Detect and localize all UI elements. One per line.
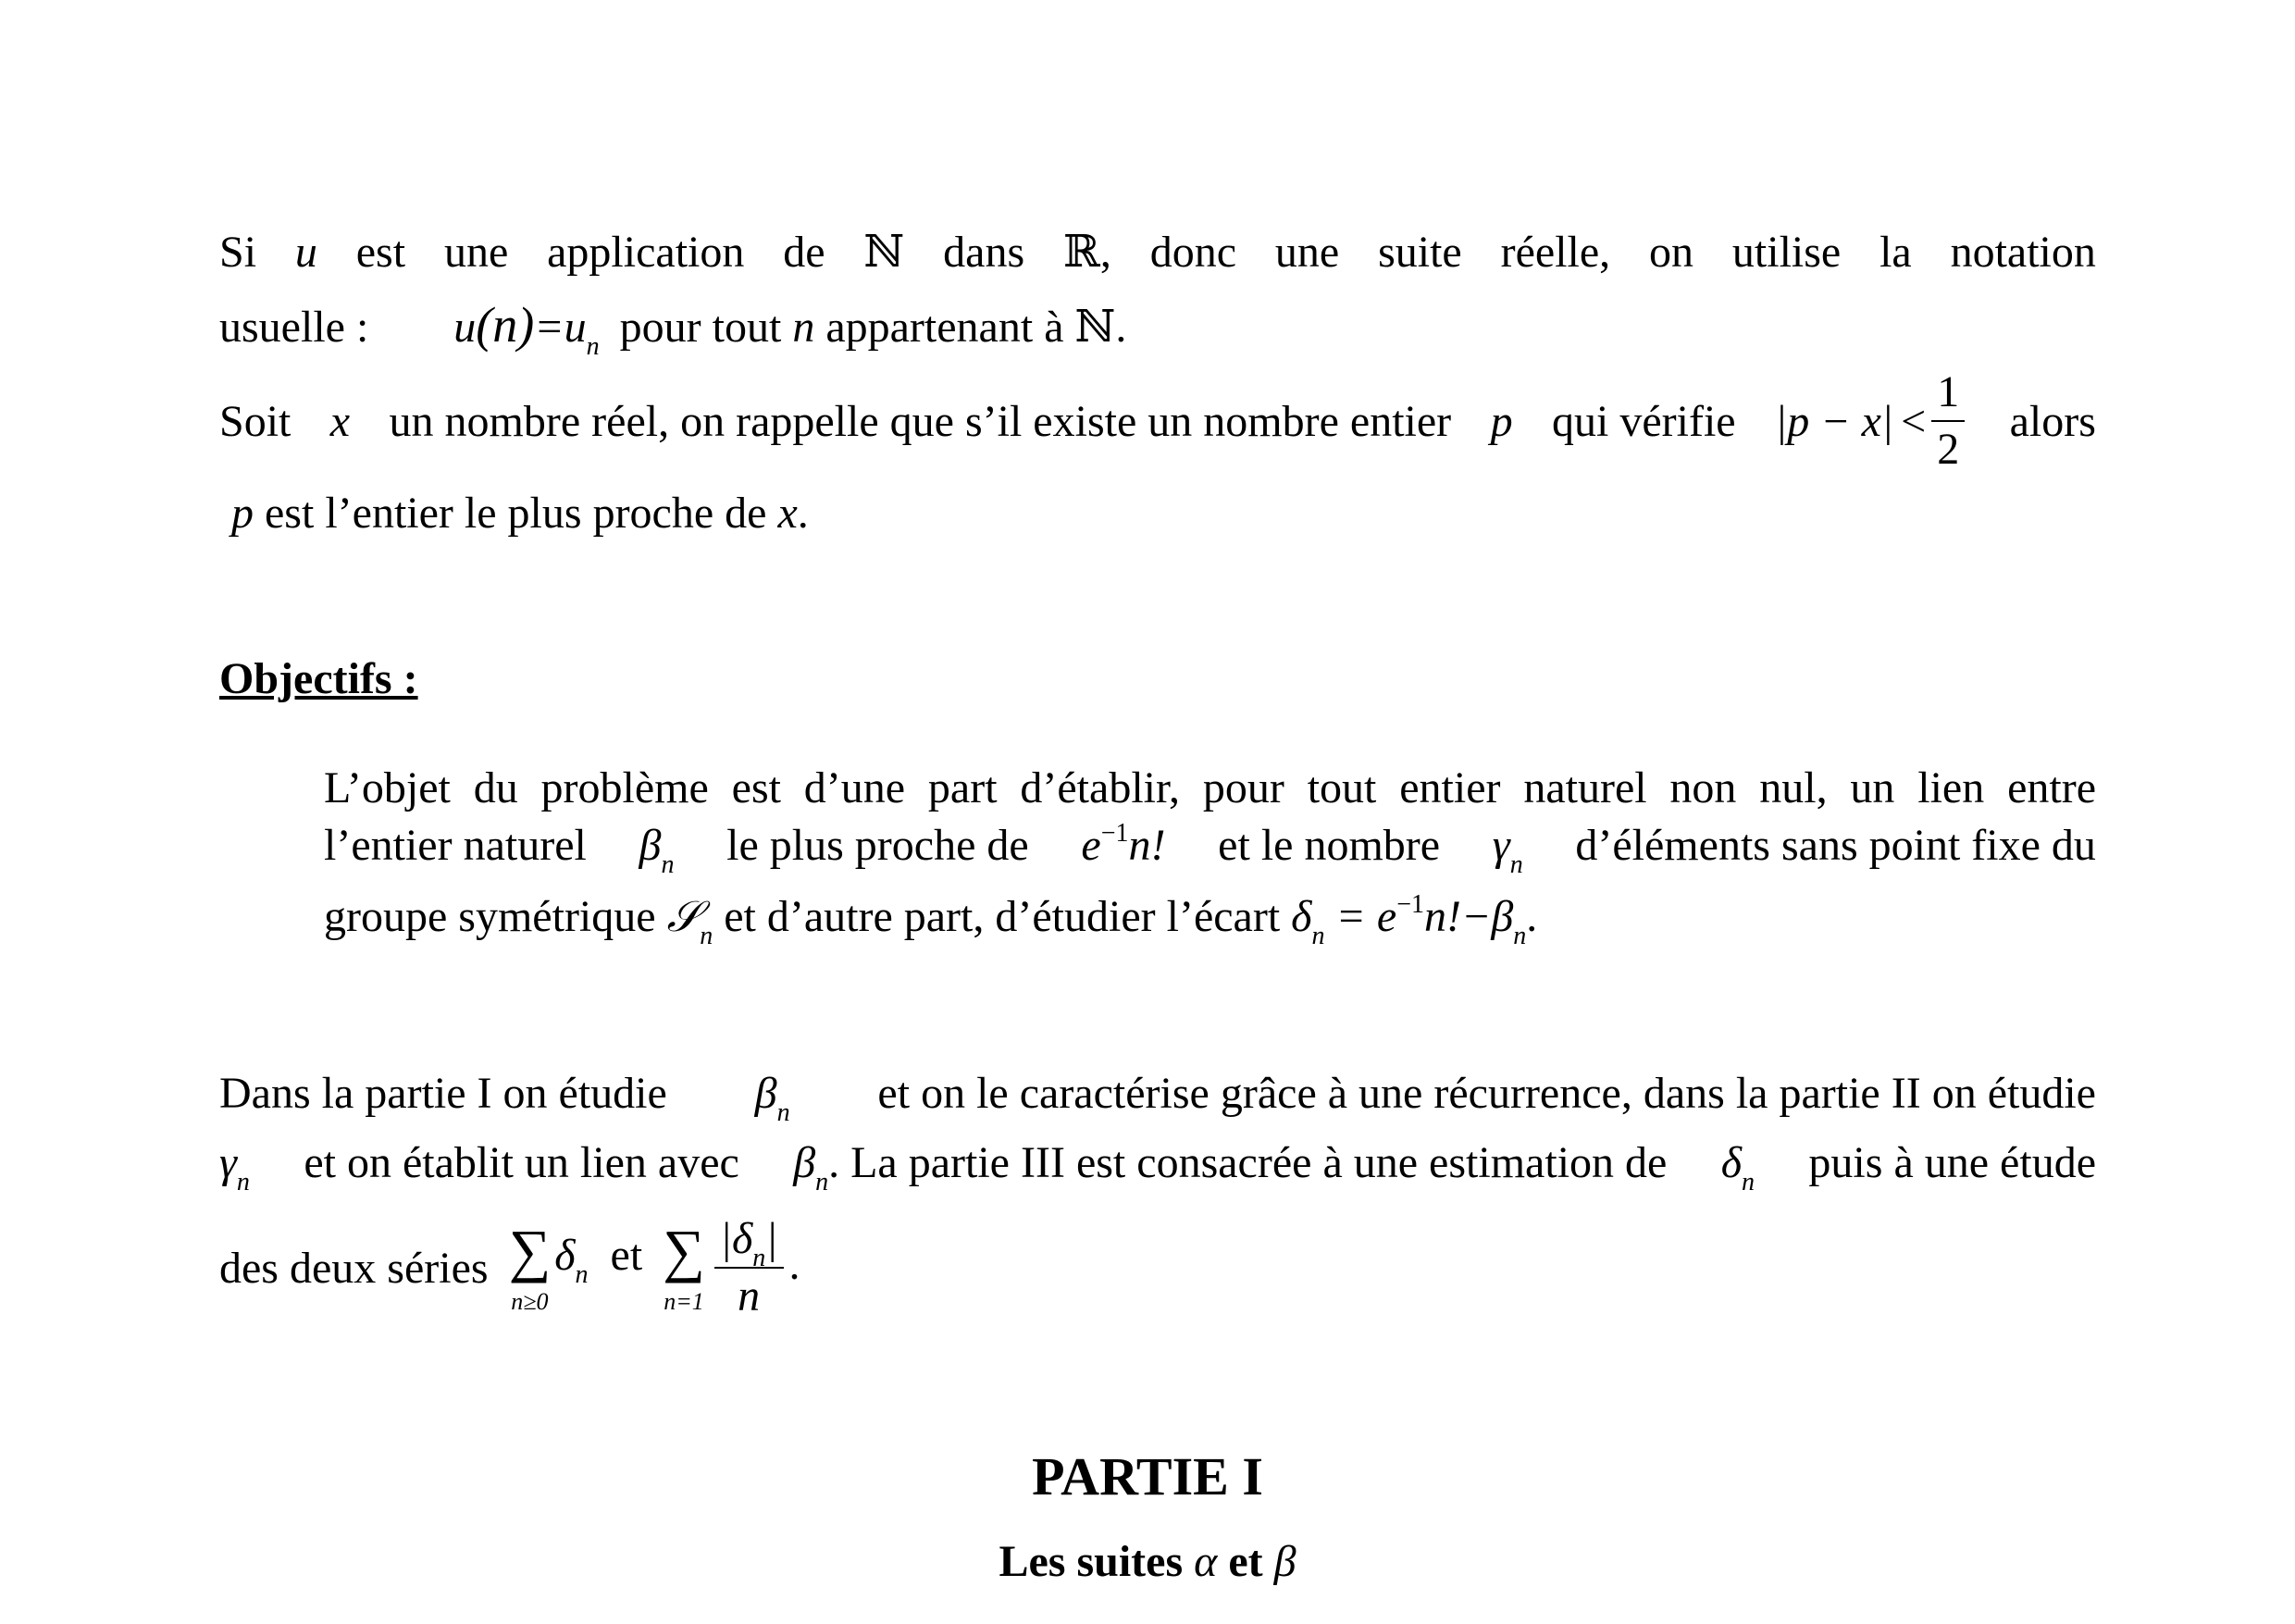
var-x: x [777,489,798,538]
sub-n: n [1742,1168,1755,1196]
parties-line-2 [219,1137,2096,1196]
intro-word: donc [1149,228,1237,277]
intro-word: utilise [1731,228,1842,277]
intro-word: usuelle : [219,303,369,352]
rappel-text: est l’entier le plus proche de [265,489,767,538]
subtitle-text: et [1228,1537,1263,1586]
delta-symbol: δ [1291,892,1312,941]
period: . [1115,303,1127,352]
frac-num-end: | [765,1214,778,1263]
sub-n: n [1311,922,1325,950]
rappel-text: un nombre réel, on rappelle que s’il existe un nombre entier [389,396,1452,446]
n-factorial-minus: n!− [1423,892,1492,941]
parties-line-3 [219,1203,800,1333]
sub-n: n [236,1168,250,1196]
sigma-symbol: ∑ [508,1218,552,1283]
parties-text: et on établit un lien avec [304,1138,739,1187]
objectifs-text: L’objet du problème est d’une part d’établir, pour tout entier naturel non nul, un lien entre [324,763,2096,812]
sub-n: n [815,1168,829,1196]
intro-set-R: ℝ, [1062,228,1111,277]
parties-text: Dans la partie I on étudie [219,1069,667,1118]
var-n: n [792,303,815,352]
var-p: p [1490,396,1513,446]
parties-text: . La partie III est consacrée à une estimation de [828,1138,1668,1187]
period: . [788,1239,800,1289]
parties-text: puis à une étude [1808,1138,2096,1187]
parties-text: des deux séries [219,1243,489,1293]
objectifs-line-1 [324,762,2096,813]
objectifs-text: le plus proche de [726,821,1029,870]
intro-line-2 [219,296,1127,361]
rappel-text: Soit [219,396,292,446]
sum-limit-1: n≥0 [511,1288,549,1315]
objectifs-line-2 [324,819,2096,879]
intro-word: on [1649,228,1694,277]
abs-inequality [1775,367,1970,474]
rappel-text: qui vérifie [1552,396,1736,446]
intro-word: réelle, [1500,228,1611,277]
fraction-abs-delta-over-n [714,1214,784,1320]
partie-title: PARTIE I [1032,1446,1263,1506]
intro-set-N: ℕ [863,228,905,277]
gamma-symbol: γ [219,1138,237,1187]
intro-word: dans [943,228,1025,277]
objectifs-line-3 [324,890,1538,950]
intro-word: de [783,228,825,277]
formula-eq: =u [534,303,587,352]
objectifs-text: et d’autre part, d’étudier l’écart [724,892,1281,941]
frac-denominator: n [738,1271,761,1320]
sup-minus-one: −1 [1396,890,1424,919]
gamma-symbol: γ [1492,821,1510,870]
intro-word: application [547,228,745,277]
objectifs-text: et le nombre [1218,821,1441,870]
beta-symbol: β [639,821,662,870]
intro-word: appartenant à [825,303,1064,352]
sub-n: n [700,922,713,950]
rappel-line-1 [219,367,2096,474]
intro-word: la [1879,228,1912,277]
objectifs-text: groupe symétrique [324,892,656,941]
intro-var-u: u [294,228,317,277]
partie-subtitle [0,1536,2295,1587]
sub-n: n [661,850,675,879]
less-than: < [1901,396,1927,446]
intro-word: pour tout [619,303,782,352]
frac-num-start: |δ [719,1214,753,1263]
delta-symbol: δ [1720,1138,1743,1187]
formula-sub-n: n [586,332,600,361]
sum-operator-1 [508,1218,552,1315]
var-p: p [231,489,254,538]
symmetric-group-symbol: 𝒮 [666,891,701,941]
frac-numerator [714,1214,784,1272]
objectifs-heading: Objectifs : [219,654,418,703]
equals-e: = e [1335,892,1397,941]
var-x: x [329,396,351,446]
period: . [797,489,809,538]
formula-paren: (n) [476,297,535,353]
intro-word: une [443,228,509,277]
formula-u: u [453,303,477,352]
subtitle-text: Les suites [999,1537,1184,1586]
set-N: ℕ [1074,303,1116,352]
parties-text: et [610,1230,643,1280]
sub-n: n [776,1098,790,1127]
parties-text: et on le caractérise grâce à une récurrence, dans la partie II on étudie [877,1069,2096,1118]
rappel-line-2 [231,488,809,539]
alpha-symbol: α [1194,1537,1218,1586]
abs-value: |p − x| [1775,396,1894,446]
frac-denominator: 2 [1937,425,1960,474]
sum-limit-2: n=1 [664,1288,704,1315]
objectifs-text: l’entier naturel [324,821,587,870]
rappel-text: alors [2009,396,2096,446]
fraction-one-half [1931,367,1965,474]
sub-n: n [575,1259,589,1289]
intro-line-1 [219,226,2096,278]
parties-line-1 [219,1068,2096,1127]
sigma-symbol: ∑ [663,1218,705,1283]
sup-minus-one: −1 [1100,819,1129,848]
n-factorial: n! [1128,821,1166,870]
intro-word: suite [1378,228,1462,277]
sub-n: n [1509,850,1523,879]
delta-symbol: δ [554,1230,576,1280]
frac-numerator: 1 [1937,367,1960,416]
beta-symbol: β [1273,1537,1296,1586]
frac-bar [714,1267,784,1269]
objectifs-text: d’éléments sans point fixe du [1575,821,2096,870]
period: . [1526,892,1538,941]
sum-operator-2 [663,1218,705,1315]
intro-word: Si [219,228,257,277]
sub-n: n [752,1244,766,1272]
sub-n: n [1513,922,1527,950]
intro-word: est [355,228,406,277]
beta-symbol: β [754,1069,777,1118]
e-symbol: e [1081,821,1101,870]
beta-symbol: β [1491,892,1514,941]
frac-bar [1931,420,1965,422]
intro-word: une [1274,228,1340,277]
intro-word: notation [1950,228,2096,277]
beta-symbol: β [793,1138,816,1187]
